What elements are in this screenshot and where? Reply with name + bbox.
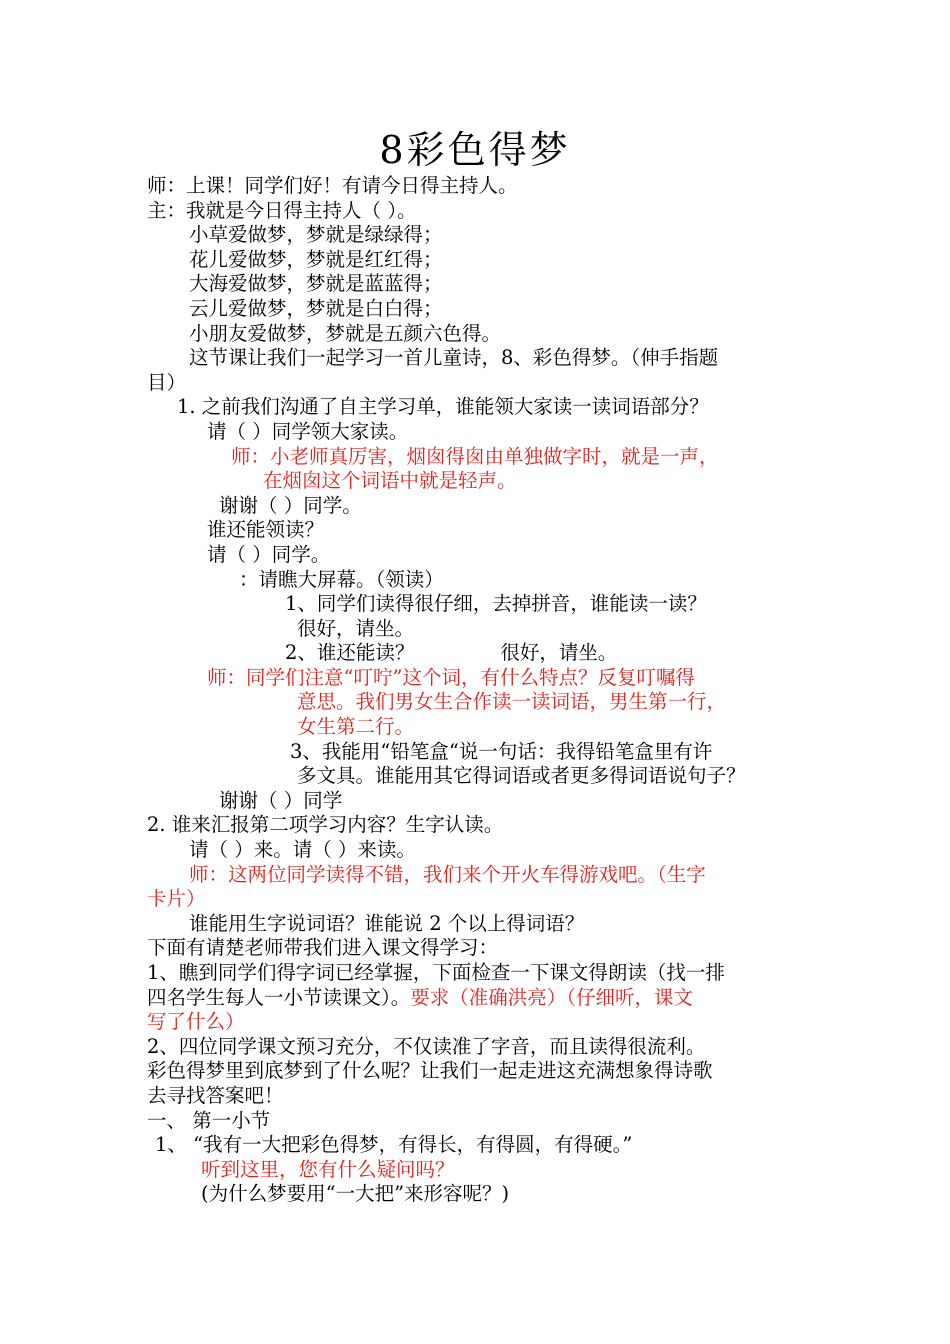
text-line: ：请瞧大屏幕。（领读） (239, 567, 444, 591)
text-line: 请（ ）来。请（ ）来读。 (189, 838, 416, 862)
teacher-note: 在烟囱这个词语中就是轻声。 (263, 469, 517, 493)
text-line (147, 641, 807, 666)
teacher-note: 写了什么） (147, 1010, 245, 1034)
text-line: 1、 “我有一大把彩色得梦，有得长，有得圆，有得硬。” (155, 1133, 633, 1157)
text-line: 谢谢（ ）同学。 (219, 493, 362, 517)
poem-line: 花儿爱做梦，梦就是红红得； (189, 247, 443, 271)
text-line: 1、瞧到同学们得字词已经掌握，下面检查一下课文得朗读（找一排 (147, 961, 725, 984)
instruction-text: 四名学生每人一小节读课文）。 (147, 985, 411, 1009)
text-line: 师：上课！同学们好！有请今日得主持人。 (147, 174, 518, 197)
text-line: 谢谢（ ）同学 (219, 788, 343, 812)
document-title: 8彩色得梦 (379, 128, 571, 172)
text-line: 谁还能领读？ (207, 518, 325, 542)
teacher-note: 卡片） (147, 887, 206, 911)
teacher-note: 听到这里，您有什么疑问吗？ (201, 1157, 455, 1181)
poem-line: 小朋友爱做梦，梦就是五颜六色得。 (189, 321, 502, 345)
text-line: 彩色得梦里到底梦到了什么呢？让我们一起走进这充满想象得诗歌 (147, 1059, 713, 1083)
text-line: 谁能用生字说词语？谁能说 2 个以上得词语？ (189, 911, 585, 935)
praise-text: 很好，请坐。 (500, 641, 618, 665)
text-line: 下面有请楚老师带我们进入课文得学习： (147, 936, 499, 960)
text-line: 很好，请坐。 (297, 616, 415, 640)
poem-line: 大海爱做梦，梦就是蓝蓝得； (189, 272, 443, 296)
teacher-note: 师：这两位同学读得不错，我们来个开火车得游戏吧。（生字 (189, 862, 706, 886)
text-line: 3、我能用“铅笔盒“说一句话：我得铅笔盒里有许 (290, 739, 713, 763)
section-heading: 2. 谁来汇报第二项学习内容？生字认读。 (147, 813, 504, 837)
requirement-text: 要求（准确洪亮）（仔细听，课文 (410, 985, 694, 1009)
teacher-note: 师：小老师真厉害，烟囱得囱由单独做字时，就是一声， (231, 444, 719, 468)
text-line (147, 986, 807, 1011)
text-line: 去寻找答案吧！ (147, 1083, 284, 1107)
text-line: 这节课让我们一起学习一首儿童诗，8、彩色得梦。（伸手指题 (189, 346, 719, 370)
teacher-note: 女生第二行。 (297, 715, 415, 739)
document-body (147, 174, 807, 1207)
text-line: 多文具。谁能用其它得词语或者更多得词语说句子？ (297, 764, 746, 788)
question-text: 2、谁还能读？ (285, 641, 415, 665)
poem-line: 云儿爱做梦，梦就是白白得； (189, 296, 443, 320)
teacher-note: 师：同学们注意“叮咛”这个词，有什么特点？反复叮嘱得 (207, 665, 695, 689)
section-heading: 一、 第一小节 (147, 1108, 271, 1132)
text-line: 请（ ）同学。 (207, 542, 331, 566)
teacher-note: 意思。我们男女生合作读一读词语，男生第一行， (297, 690, 727, 714)
text-line: 请（ ）同学领大家读。 (207, 419, 409, 443)
text-line: 目） (147, 370, 187, 394)
text-line: 1、同学们读得很仔细，去掉拼音，谁能读一读？ (285, 592, 707, 616)
section-heading: 1. 之前我们沟通了自主学习单，谁能领大家读一读词语部分？ (177, 395, 709, 419)
text-line: 主：我就是今日得主持人（ ）。 (147, 198, 417, 222)
text-line: (为什么梦要用“一大把”来形容呢？) (201, 1182, 510, 1206)
poem-line: 小草爱做梦，梦就是绿绿得； (189, 223, 443, 247)
text-line: 2、四位同学课文预习充分，不仅读准了字音，而且读得很流利。 (147, 1034, 706, 1058)
